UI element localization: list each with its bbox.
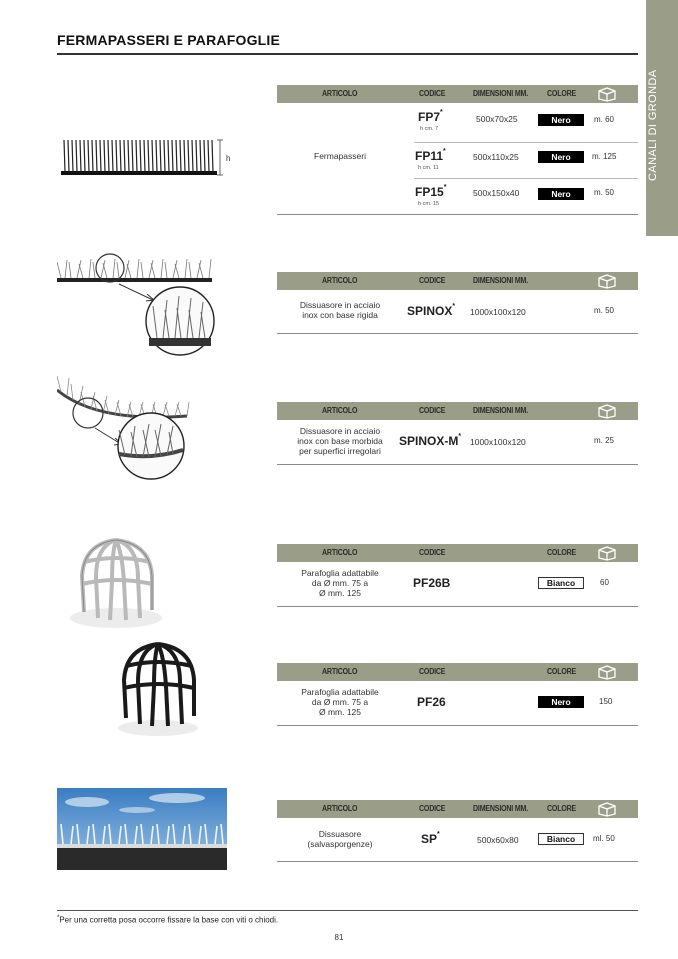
- code-pf26: PF26: [417, 695, 446, 709]
- pack-fp15: m. 50: [594, 188, 615, 197]
- dim-spinox-m: 1000x100x120: [470, 437, 526, 447]
- footnote: *Per una corretta posa occorre fissare la base con viti o chiodi.: [57, 915, 279, 925]
- header-articolo: ARTICOLO: [322, 548, 358, 557]
- pf26-image: [110, 638, 208, 740]
- table-sp: [277, 800, 638, 862]
- header-codice: CODICE: [419, 667, 446, 676]
- table-fermapasseri: [277, 85, 638, 215]
- table-header: [277, 800, 638, 818]
- header-colore: COLORE: [547, 548, 577, 557]
- table-spinox: [277, 272, 638, 334]
- code-sp: SP*: [421, 831, 440, 846]
- header-colore: COLORE: [547, 667, 577, 676]
- pack-pf26: 150: [599, 697, 613, 706]
- table-header: [277, 544, 638, 562]
- header-dimensioni: DIMENSIONI MM.: [473, 89, 529, 98]
- color-nero: Nero: [538, 151, 584, 163]
- code-fp11: FP11*: [415, 148, 446, 163]
- table-pf26b: [277, 544, 638, 607]
- pack-sp: ml. 50: [593, 834, 615, 843]
- articolo-label: Fermapasseri: [314, 151, 366, 161]
- height-fp7: h cm. 7: [420, 126, 439, 132]
- color-bianco: Bianco: [538, 833, 584, 845]
- header-dimensioni: DIMENSIONI MM.: [473, 804, 529, 813]
- header-colore: COLORE: [547, 89, 577, 98]
- code-fp15: FP15*: [415, 184, 447, 199]
- header-codice: CODICE: [419, 548, 446, 557]
- header-codice: CODICE: [419, 406, 446, 415]
- color-nero: Nero: [538, 188, 584, 200]
- dim-fp11: 500x110x25: [473, 152, 519, 162]
- table-pf26: [277, 663, 638, 726]
- height-label: h: [226, 154, 231, 163]
- color-nero: Nero: [538, 696, 584, 708]
- header-articolo: ARTICOLO: [322, 667, 358, 676]
- header-codice: CODICE: [419, 276, 446, 285]
- header-dimensioni: DIMENSIONI MM.: [473, 276, 529, 285]
- code-spinox-m: SPINOX-M*: [399, 433, 462, 448]
- pack-fp7: m. 60: [594, 115, 615, 124]
- header-articolo: ARTICOLO: [322, 89, 358, 98]
- header-articolo: ARTICOLO: [322, 406, 358, 415]
- code-fp7: FP7*: [418, 109, 443, 124]
- articolo-label: Dissuasore (salvasporgenze): [307, 829, 373, 849]
- dim-fp15: 500x150x40: [473, 188, 520, 198]
- page-title: FERMAPASSERI E PARAFOGLIE: [57, 32, 281, 48]
- dim-spinox: 1000x100x120: [470, 307, 526, 317]
- spinox-m-image: [57, 368, 197, 480]
- box-icon: [597, 273, 617, 289]
- box-icon: [597, 664, 617, 680]
- table-header: [277, 402, 638, 420]
- color-bianco: Bianco: [538, 577, 584, 589]
- fermapasseri-image: [57, 132, 237, 184]
- box-icon: [597, 86, 617, 102]
- articolo-label: Parafoglia adattabile da Ø mm. 75 a Ø mm. 125: [301, 568, 379, 598]
- pack-spinox: m. 50: [594, 306, 615, 315]
- header-colore: COLORE: [547, 804, 577, 813]
- code-spinox: SPINOX*: [407, 303, 456, 318]
- pf26b-image: [66, 532, 168, 634]
- table-header: [277, 85, 638, 103]
- articolo-label: Parafoglia adattabile da Ø mm. 75 a Ø mm. 125: [301, 687, 379, 717]
- header-articolo: ARTICOLO: [322, 804, 358, 813]
- table-header: [277, 663, 638, 681]
- dim-sp: 500x60x80: [477, 835, 519, 845]
- title-rule: [57, 53, 638, 55]
- header-codice: CODICE: [419, 804, 446, 813]
- dim-fp7: 500x70x25: [476, 114, 518, 124]
- table-header: [277, 272, 638, 290]
- articolo-label: Dissuasore in acciaio inox con base rigida: [299, 300, 381, 320]
- box-icon: [597, 801, 617, 817]
- articolo-label: Dissuasore in acciaio inox con base morbida per superfici irregolari: [297, 426, 383, 456]
- sp-image: [57, 788, 227, 870]
- page-number: 81: [334, 933, 344, 942]
- box-icon: [597, 545, 617, 561]
- header-codice: CODICE: [419, 89, 446, 98]
- footnote-rule: [57, 910, 638, 911]
- table-spinox-m: [277, 402, 638, 465]
- code-pf26b: PF26B: [413, 576, 451, 590]
- pack-spinox-m: m. 25: [594, 436, 615, 445]
- color-nero: Nero: [538, 114, 584, 126]
- box-icon: [597, 403, 617, 419]
- header-articolo: ARTICOLO: [322, 276, 358, 285]
- row-divider: [414, 178, 638, 179]
- pack-fp11: m. 125: [592, 152, 617, 161]
- side-tab-label: CANALI DI GRONDA: [647, 69, 659, 181]
- pack-pf26b: 60: [600, 578, 609, 587]
- height-fp11: h cm. 11: [418, 165, 439, 171]
- height-fp15: h cm. 15: [418, 201, 440, 207]
- spinox-image: [57, 250, 217, 358]
- header-dimensioni: DIMENSIONI MM.: [473, 406, 529, 415]
- row-divider: [414, 142, 638, 143]
